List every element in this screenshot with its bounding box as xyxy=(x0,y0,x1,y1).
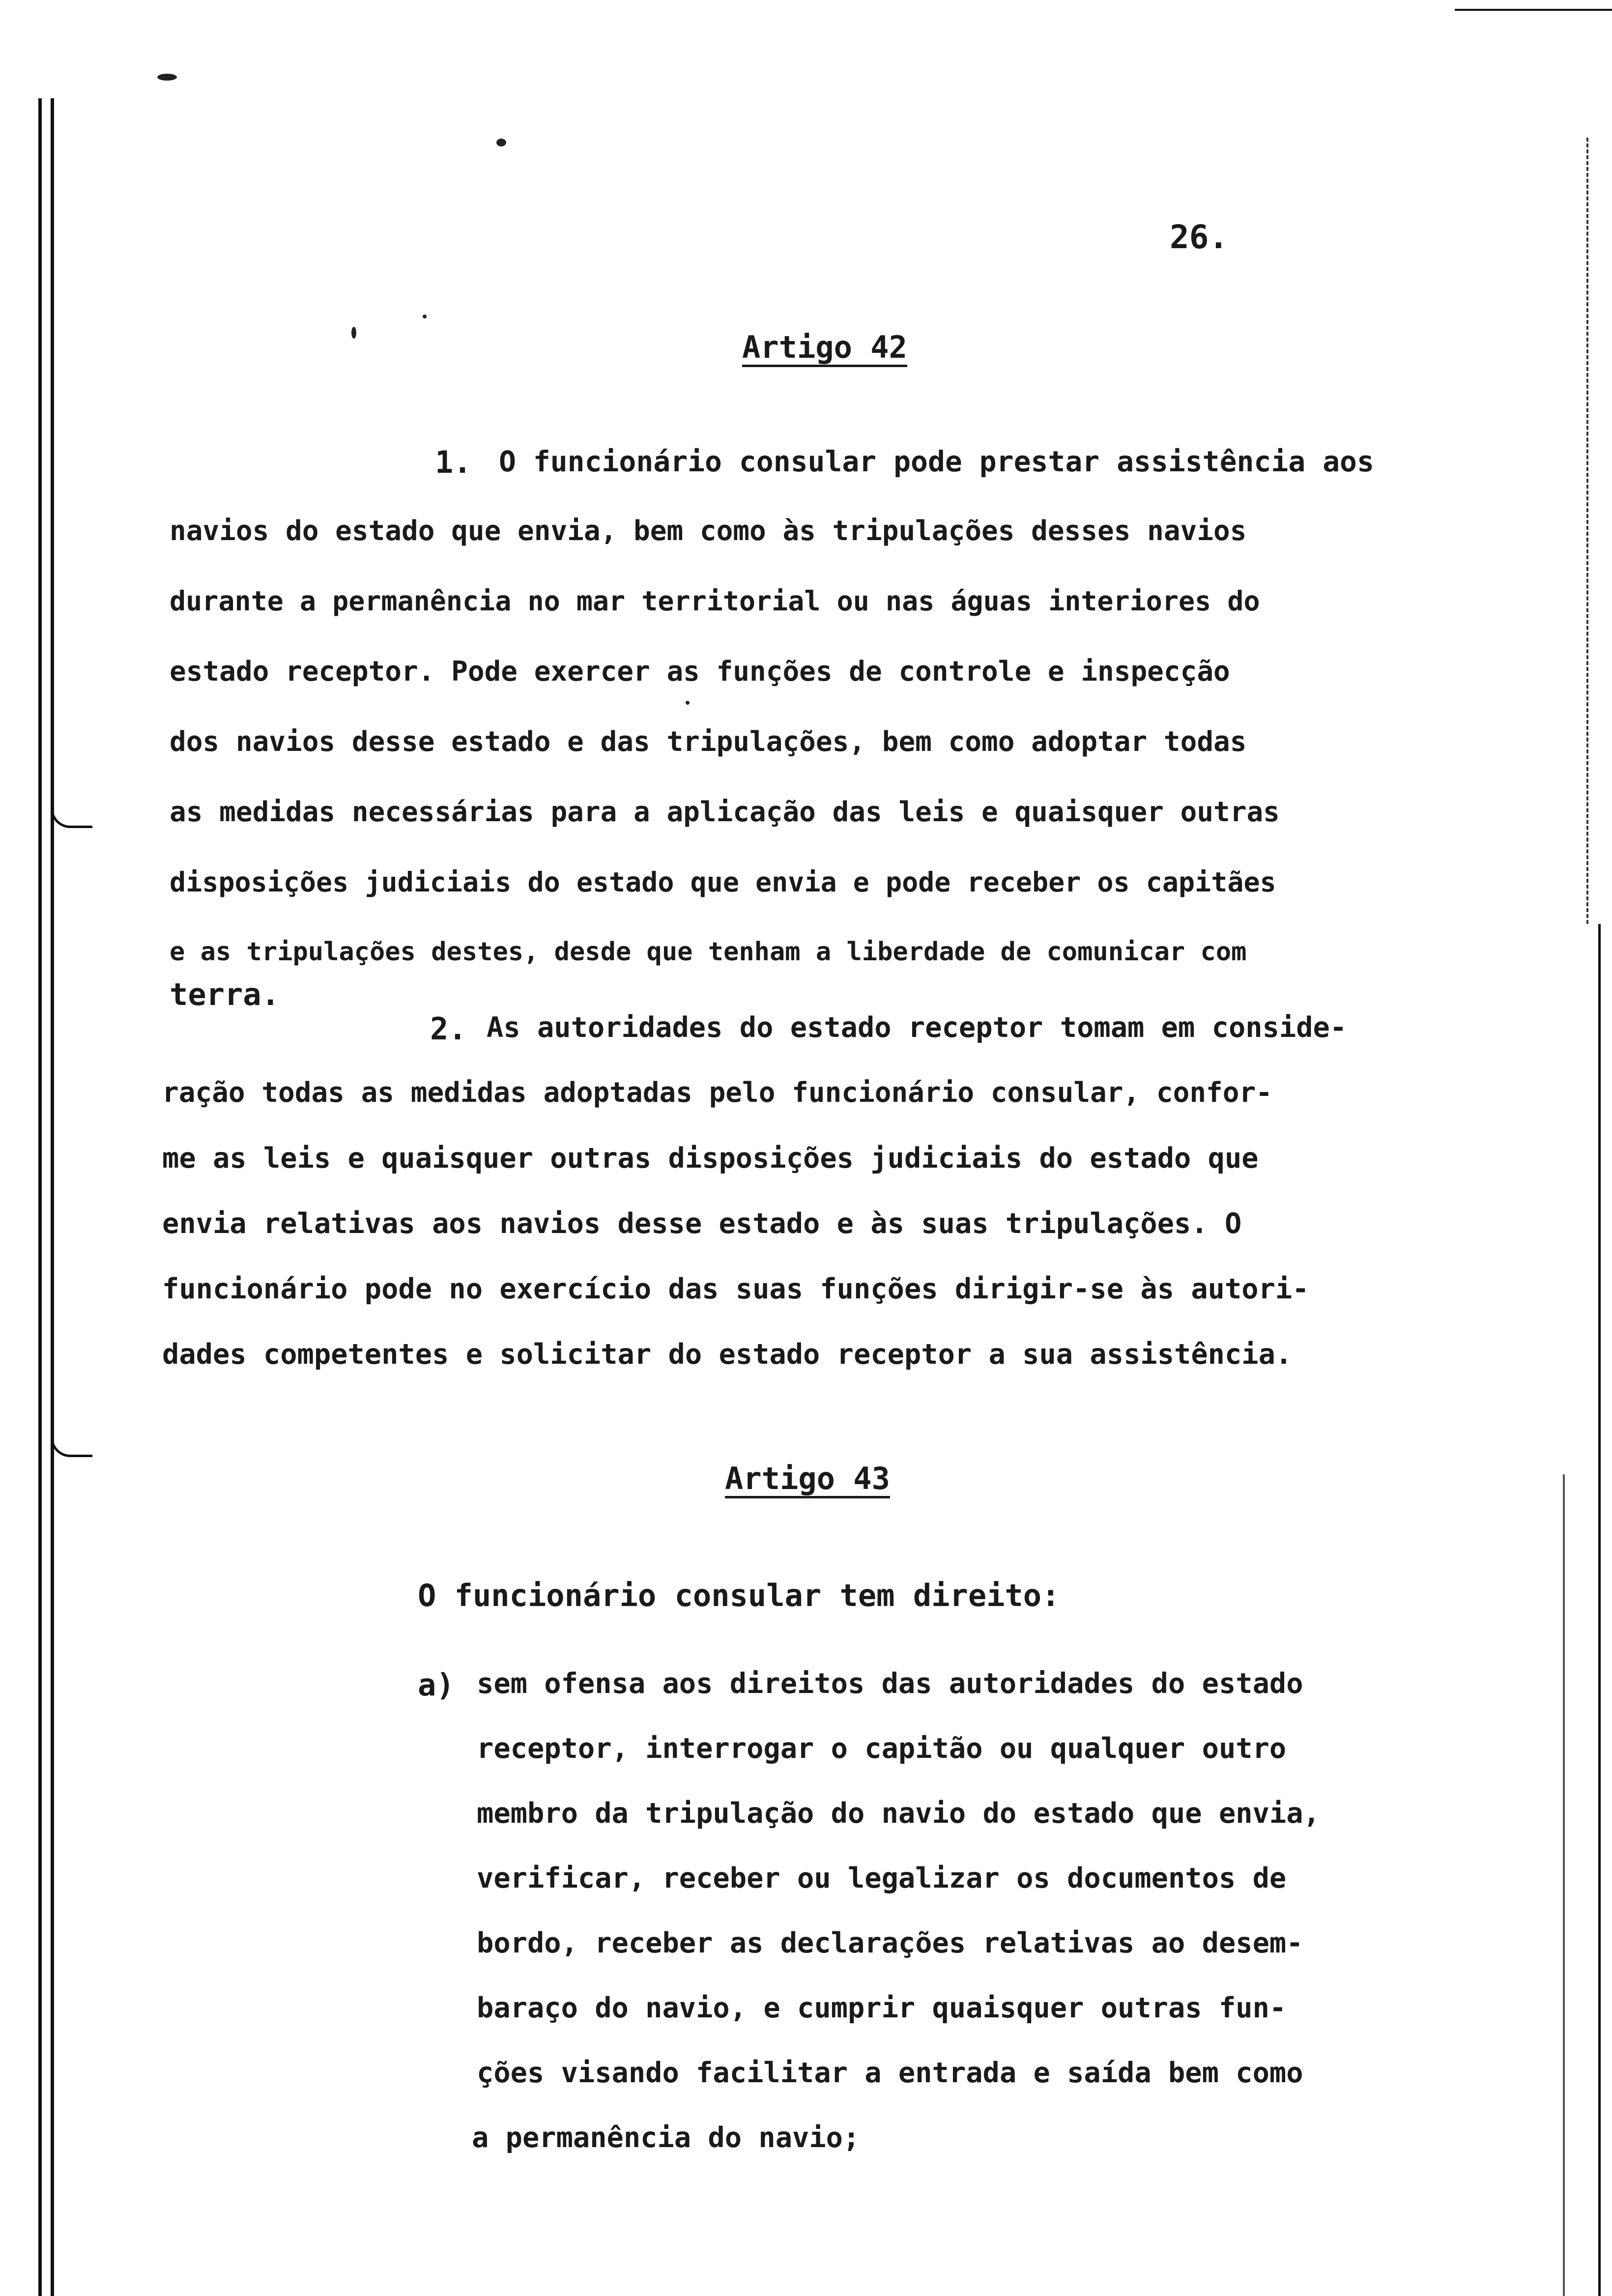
item-a-line-1: sem ofensa aos direitos das autoridades do estado xyxy=(477,1667,1303,1700)
paragraph-1-line-1: O funcionário consular pode prestar assistência aos xyxy=(499,445,1374,478)
left-margin-rule-inner xyxy=(51,98,54,2296)
item-a-label: a) xyxy=(418,1667,455,1703)
paragraph-1-line-5: dos navios desse estado e das tripulações, bem como adoptar todas xyxy=(170,726,1247,758)
paragraph-2-line-1: As autoridades do estado receptor tomam em conside- xyxy=(487,1011,1347,1044)
scan-speck xyxy=(351,327,356,339)
margin-bracket-lower xyxy=(51,1415,92,1457)
paragraph-1-line-3: durante a permanência no mar territorial ou nas águas interiores do xyxy=(170,585,1260,617)
paragraph-2-line-5: funcionário pode no exercício das suas funções dirigir-se às autori- xyxy=(162,1273,1309,1305)
paragraph-1-line-7: disposições judiciais do estado que envia e pode receber os capitães xyxy=(170,866,1276,898)
item-a-line-7: ções visando facilitar a entrada e saída bem como xyxy=(477,2057,1303,2089)
paragraph-2-line-4: envia relativas aos navios desse estado e às suas tripulações. O xyxy=(162,1207,1242,1240)
paragraph-1-line-9: terra. xyxy=(170,976,280,1012)
paragraph-1-line-2: navios do estado que envia, bem como às tripulações desses navios xyxy=(170,515,1247,547)
right-edge-rule xyxy=(1598,924,1601,2296)
top-edge-line xyxy=(1455,9,1612,11)
margin-bracket-upper xyxy=(51,786,92,828)
left-margin-rule-outer xyxy=(38,98,42,2296)
right-edge-rule-2 xyxy=(1563,1474,1565,2296)
paragraph-1-line-4: estado receptor. Pode exercer as funções de controle e inspecção xyxy=(170,656,1230,688)
article-43-heading: Artigo 43 xyxy=(725,1461,890,1496)
paragraph-1-number: 1. xyxy=(435,444,472,480)
item-a-line-5: bordo, receber as declarações relativas ao desem- xyxy=(477,1927,1303,1959)
item-a-line-3: membro da tripulação do navio do estado que envia, xyxy=(477,1797,1320,1830)
scan-speck xyxy=(496,139,506,146)
scan-speck xyxy=(686,701,690,705)
article-42-heading: Artigo 42 xyxy=(742,329,907,365)
item-a-line-6: baraço do navio, e cumprir quaisquer outras fun- xyxy=(477,1992,1287,2024)
article-43-intro: O funcionário consular tem direito: xyxy=(418,1578,1060,1613)
page-number: 26. xyxy=(1170,218,1229,256)
item-a-line-8: a permanência do navio; xyxy=(472,2122,860,2154)
paragraph-2-number: 2. xyxy=(430,1011,467,1047)
scan-speck xyxy=(157,74,177,81)
paragraph-1-line-8: e as tripulações destes, desde que tenham a liberdade de comunicar com xyxy=(170,937,1247,967)
item-a-line-2: receptor, interrogar o capitão ou qualquer outro xyxy=(477,1732,1287,1765)
scan-speck xyxy=(423,315,427,318)
item-a-line-4: verificar, receber ou legalizar os documentos de xyxy=(477,1862,1287,1894)
paragraph-2-line-6: dades competentes e solicitar do estado receptor a sua assistência. xyxy=(162,1338,1293,1371)
paragraph-2-line-2: ração todas as medidas adoptadas pelo funcionário consular, confor- xyxy=(162,1077,1272,1109)
right-edge-mark-1 xyxy=(1586,138,1588,924)
paragraph-1-line-6: as medidas necessárias para a aplicação das leis e quaisquer outras xyxy=(170,796,1280,828)
paragraph-2-line-3: me as leis e quaisquer outras disposições judiciais do estado que xyxy=(162,1142,1259,1175)
